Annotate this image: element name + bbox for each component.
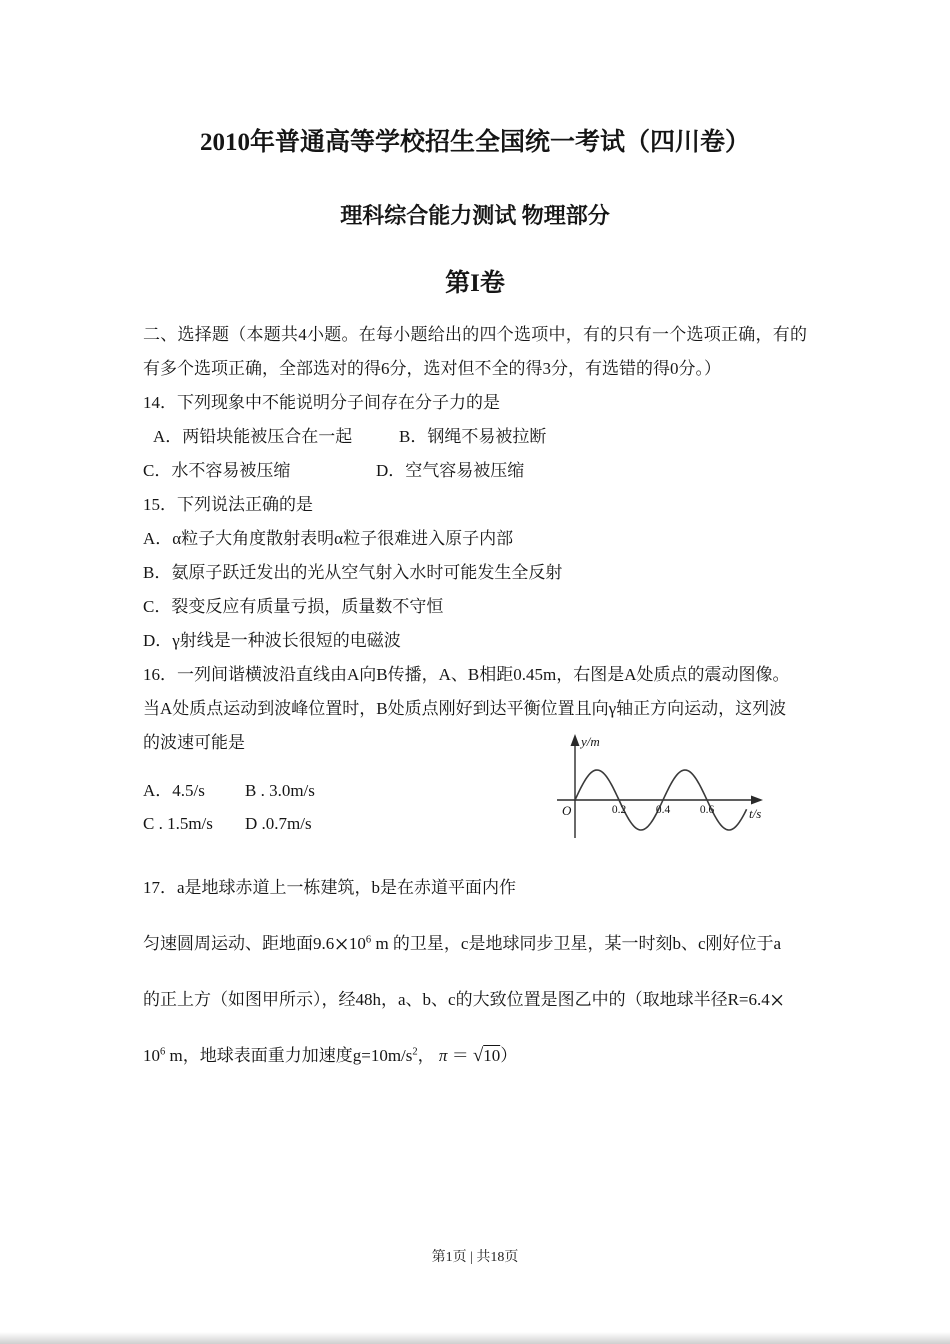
- option-15-b: B．氨原子跃迁发出的光从空气射入水时可能发生全反射: [143, 563, 563, 582]
- exponent-6: 6: [160, 1046, 166, 1058]
- question-14: [143, 386, 807, 488]
- question-15-stem: 15．下列说法正确的是: [143, 495, 313, 514]
- option-15-c: C．裂变反应有质量亏损，质量数不守恒: [143, 597, 444, 616]
- question-16-bottom: [143, 726, 807, 846]
- section-2-instructions: 二、选择题（本题共4小题。在每小题给出的四个选项中，有的只有一个选项正确，有的有多个选项正确，全部选对的得6分，选对但不全的得3分，有选错的得0分。）: [143, 325, 807, 378]
- q17-line4-text-b: m，地球表面重力加速度g=10m/s: [165, 1046, 413, 1065]
- option-14-b: B．钢绳不易被拉断: [399, 427, 547, 446]
- page-bottom-edge: [0, 1332, 950, 1344]
- sqrt-radicand: 10: [483, 1046, 501, 1065]
- multiply-sign: ×: [334, 930, 349, 959]
- exponent-2: 2: [412, 1046, 418, 1058]
- question-15: [143, 488, 807, 658]
- question-14-stem: 14．下列现象中不能说明分子间存在分子力的是: [143, 393, 500, 412]
- question-17: [143, 860, 807, 1084]
- question-16-left-column: [143, 726, 543, 840]
- question-16-stem-line1: 16．一列间谐横波沿直线由A向B传播，A、B相距0.45m，右图是A处质点的震动图像。: [143, 665, 790, 684]
- q17-line3: [143, 972, 807, 1028]
- q17-line2-text-a: 匀速圆周运动、距地面9.6: [143, 934, 335, 953]
- option-14-d: D．空气容易被压缩: [376, 461, 525, 480]
- page-footer: 第1页 | 共18页: [431, 1250, 519, 1265]
- volume-heading: 第I卷: [445, 270, 505, 297]
- multiply-sign: ×: [769, 986, 785, 1015]
- y-axis-label: y/m: [581, 734, 600, 749]
- question-14-options-row2: [143, 454, 807, 488]
- t-axis-label: t/s: [749, 806, 762, 821]
- q17-line2-text-c: m 的卫星，c是地球同步卫星，某一时刻b、c刚好位于a: [371, 934, 782, 953]
- t-axis-arrow-icon: [751, 796, 763, 805]
- q17-line3-text: 的正上方（如图甲所示），经48h，a、b、c的大致位置是图乙中的（取地球半径R=6.4: [143, 990, 770, 1009]
- q17-line2: [143, 916, 807, 972]
- question-16: [143, 658, 807, 846]
- q17-line2-text-b: 10: [348, 934, 366, 953]
- q17-line4: [143, 1028, 807, 1084]
- option-15-d: D．γ射线是一种波长很短的电磁波: [143, 631, 401, 650]
- pi-symbol: π: [438, 1046, 448, 1065]
- question-16-stem-line3: 的波速可能是: [143, 733, 245, 752]
- tick-0-6: 0.6: [699, 804, 715, 816]
- question-16-options-row1: [143, 774, 543, 807]
- q17-line4-close: ）: [500, 1046, 518, 1065]
- option-16-c: C . 1.5m/s: [143, 814, 213, 833]
- q17-line4-text-a: 10: [143, 1046, 160, 1065]
- question-16-stem-line2: 当A处质点运动到波峰位置时，B处质点刚好到达平衡位置且向γ轴正方向运动，这列波: [143, 699, 787, 718]
- question-16-options: [143, 774, 543, 840]
- option-15-a: A．α粒子大角度散射表明α粒子很难进入原子内部: [143, 529, 514, 548]
- option-14-a: A．两铅块能被压合在一起: [153, 427, 353, 446]
- y-axis-arrow-icon: [571, 734, 580, 746]
- sqrt-icon: √: [472, 1045, 484, 1066]
- option-14-c: C．水不容易被压缩: [143, 461, 291, 480]
- option-16-b: B . 3.0m/s: [245, 781, 315, 800]
- exam-title: 2010年普通高等学校招生全国统一考试（四川卷）: [199, 129, 750, 156]
- origin-label: O: [562, 803, 572, 818]
- option-16-d: D .0.7m/s: [245, 814, 312, 833]
- tick-0-2: 0.2: [611, 804, 627, 816]
- question-16-options-row2: [143, 807, 543, 840]
- q17-line4-text-c: ，: [417, 1046, 439, 1065]
- equals-sign: ＝: [447, 1046, 473, 1065]
- option-16-a: A．4.5/s: [143, 781, 205, 800]
- exam-subtitle: 理科综合能力测试 物理部分: [340, 203, 610, 228]
- tick-0-4: 0.4: [655, 804, 671, 816]
- question-14-options-row1: [143, 420, 807, 454]
- q16-wave-figure: [543, 728, 769, 846]
- exponent-6: 6: [365, 934, 372, 946]
- q17-line1: 17．a是地球赤道上一栋建筑，b是在赤道平面内作: [143, 878, 517, 897]
